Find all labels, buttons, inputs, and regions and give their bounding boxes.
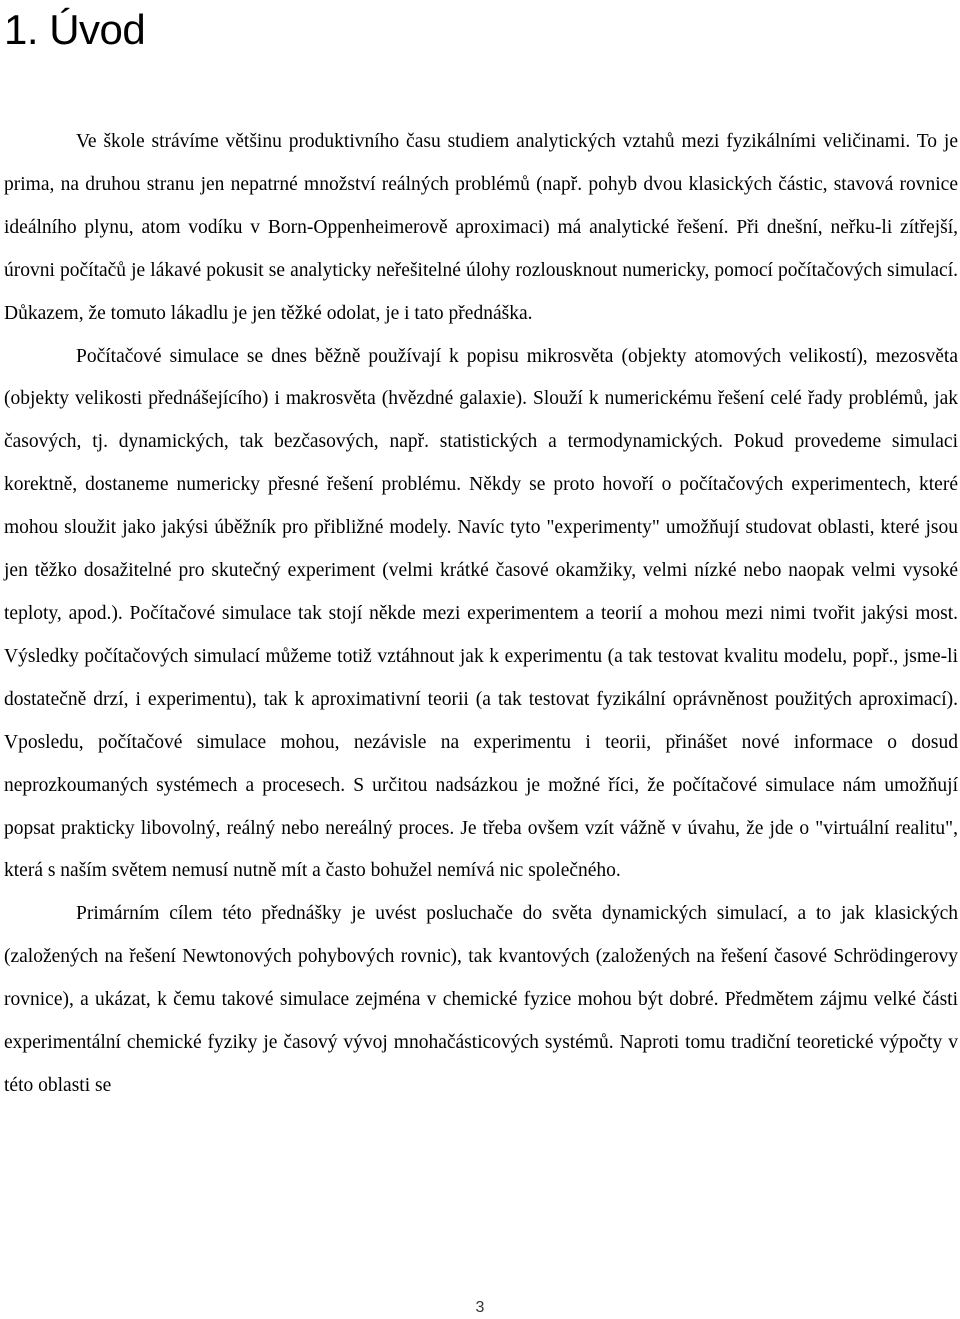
chapter-heading: 1. Úvod (4, 6, 146, 53)
page-number: 3 (475, 1299, 485, 1316)
paragraph: Primárním cílem této přednášky je uvést posluchače do světa dynamických simulací, a to jak klasických (založených na řešení Newtonových pohybových rovnic), tak kvantových (založených na řešení časové Schrödingerovy rovnice), a ukázat, k čemu takové simulace zejména v chemické fyzice mohou být dobré. Předmětem zájmu velké části experimentální chemické fyziky je časový vývoj mnohačásticových systémů. Naproti tomu tradiční teoretické výpočty v této oblasti se (4, 903, 958, 1096)
paragraph: Počítačové simulace se dnes běžně používají k popisu mikrosvěta (objekty atomových velikostí), mezosvěta (objekty velikosti přednášejícího) i makrosvěta (hvězdné galaxie). Slouží k numerickému řešení celé řady problémů, jak časových, tj. dynamických, tak bezčasových, např. statistických a termodynamických. Pokud provedeme simulaci korektně, dostaneme numericky přesné řešení problému. Někdy se proto hovoří o počítačových experimentech, které mohou sloužit jako jakýsi úběžník pro přibližné modely. Navíc tyto "experimenty" umožňují studovat oblasti, které jsou jen těžko dosažitelné pro skutečný experiment (velmi krátké časové okamžiky, velmi nízké nebo naopak velmi vysoké teploty, apod.). Počítačové simulace tak stojí někde mezi experimentem a teorií a mohou mezi nimi tvořit jakýsi most. Výsledky počítačových simulací můžeme totiž vztáhnout jak k experimentu (a tak testovat kvalitu modelu, popř., jsme-li dostatečně drzí, i experimentu), tak k aproximativní teorii (a tak testovat fyzikální oprávněnost použitých aproximací). Vposledu, počítačové simulace mohou, nezávisle na experimentu i teorii, přinášet nové informace o dosud neprozkoumaných systémech a procesech. S určitou nadsázkou je možné říci, že počítačové simulace nám umožňují popsat prakticky libovolný, reálný nebo nereálný proces. Je třeba ovšem vzít vážně v úvahu, že jde o "virtuální realitu", která s naším světem nemusí nutně mít a často bohužel nemívá nic společného. (4, 345, 958, 882)
body-text (4, 121, 958, 1108)
paragraph: Ve škole strávíme většinu produktivního času studiem analytických vztahů mezi fyzikálními veličinami. To je prima, na druhou stranu jen nepatrné množství reálných problémů (např. pohyb dvou klasických částic, stavová rovnice ideálního plynu, atom vodíku v Born-Oppenheimerově aproximaci) má analytické řešení. Při dnešní, neřku-li zítřejší, úrovni počítačů je lákavé pokusit se analyticky neřešitelné úlohy rozlousknout numericky, pomocí počítačových simulací. Důkazem, že tomuto lákadlu je jen těžké odolat, je i tato přednáška. (4, 131, 958, 324)
